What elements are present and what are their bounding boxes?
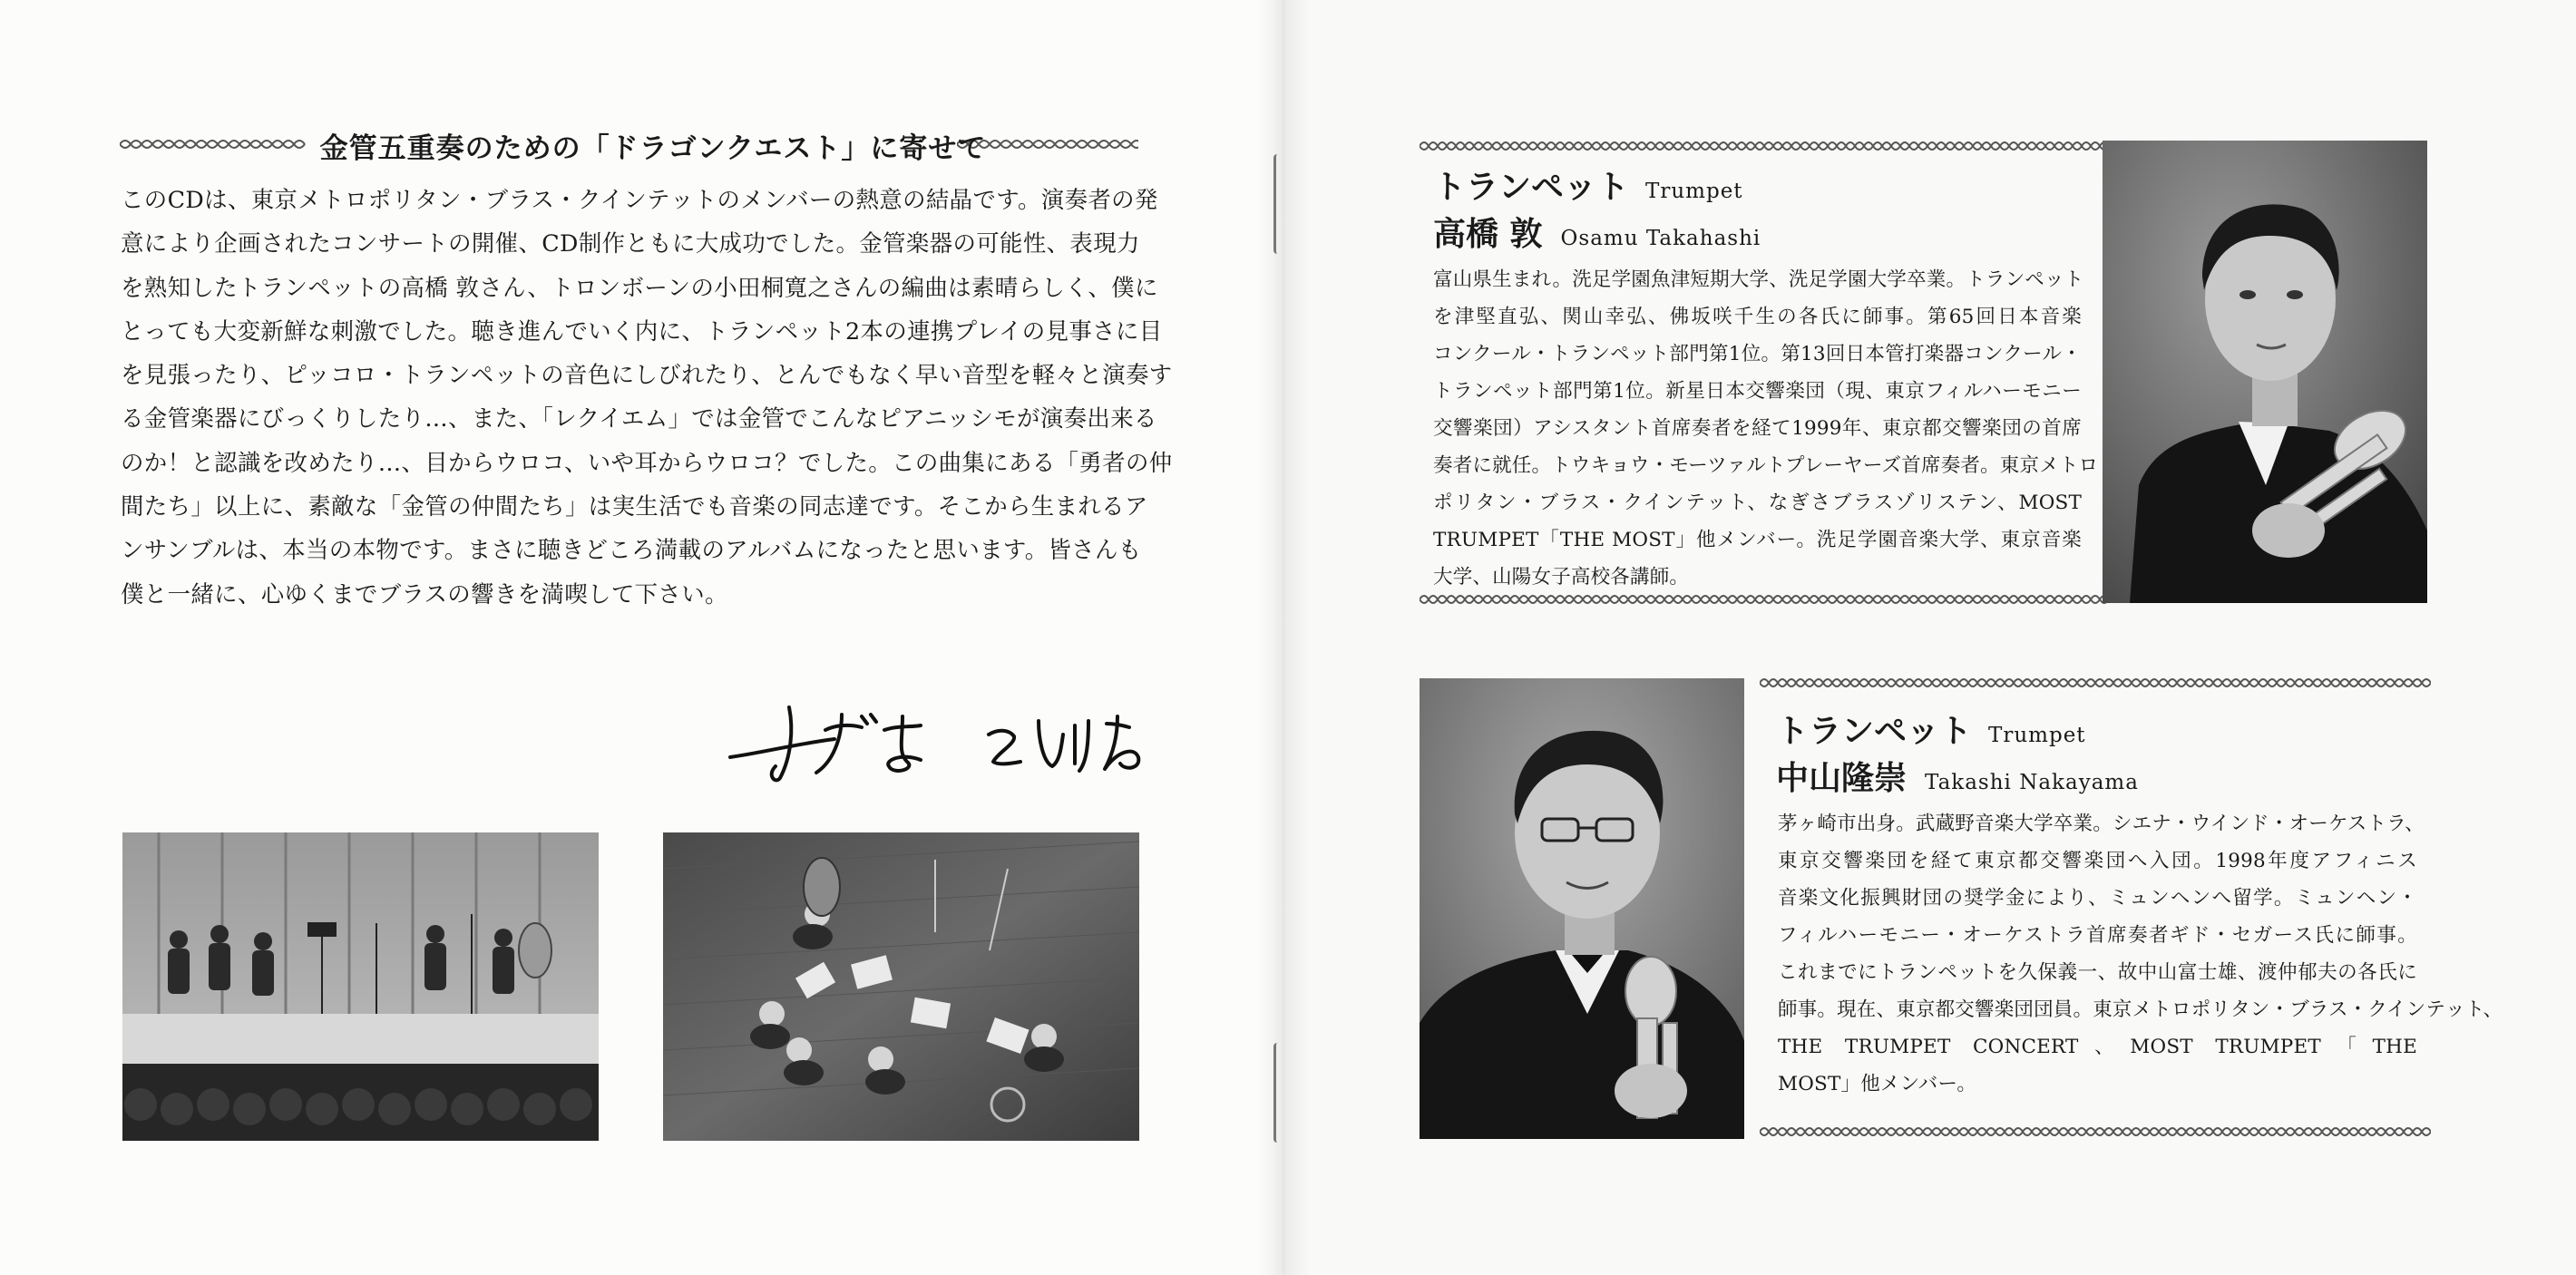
profile1-top-ornament bbox=[1420, 136, 2109, 156]
profile1-instrument-jp: トランペット bbox=[1433, 168, 1630, 206]
essay-line: 僕と一緒に、心ゆくまでブラスの響きを満喫して下さい。 bbox=[121, 579, 728, 608]
essay-line: とっても大変新鮮な刺激でした。聴き進んでいく内に、トランペット2本の連携プレイの見事さに目 bbox=[121, 316, 1163, 345]
bio-line: ポリタン・ブラス・クインテット、なぎさブラスゾリステン、MOST bbox=[1433, 492, 2082, 514]
profile1-name bbox=[1433, 209, 1761, 255]
bio-line: これまでにトランペットを久保義一、故中山富士雄、渡仲郁夫の各氏に bbox=[1778, 961, 2417, 984]
essay-line: 意により企画されたコンサートの開催、CD制作ともに大成功でした。金管楽器の可能性、表現力 bbox=[121, 229, 1140, 258]
bio-line: 富山県生まれ。洗足学園魚津短期大学、洗足学園大学卒業。トランペット bbox=[1433, 268, 2084, 291]
profile2-instrument-jp: トランペット bbox=[1776, 712, 1973, 750]
bio-line: THE TRUMPET CONCERT、MOST TRUMPET「THE bbox=[1778, 1036, 2417, 1058]
essay-line: ンサンブルは、本当の本物です。まさに聴きどころ満載のアルバムになったと思います。皆さんも bbox=[121, 536, 1142, 564]
bio-line: 師事。現在、東京都交響楽団団員。東京メトロポリタン・ブラス・クインテット、 bbox=[1778, 998, 2503, 1021]
profile2-name-jp: 中山隆崇 bbox=[1776, 759, 1908, 797]
profile2-name bbox=[1776, 753, 2139, 799]
staple-top bbox=[1273, 154, 1283, 254]
rehearsal-photo-side bbox=[122, 832, 599, 1141]
bio-line: フィルハーモニー・オーケストラ首席奏者ギド・セガース氏に師事。 bbox=[1778, 924, 2417, 947]
essay-body bbox=[121, 178, 1173, 616]
essay-title: 金管五重奏のための「ドラゴンクエスト」に寄せて bbox=[319, 132, 987, 165]
profile2-portrait bbox=[1420, 678, 1744, 1139]
profile2-instrument-en: Trumpet bbox=[1988, 724, 2086, 747]
profile2-bottom-ornament bbox=[1760, 1122, 2431, 1142]
essay-line: を熟知したトランペットの高橋 敦さん、トロンボーンの小田桐寛之さんの編曲は素晴らしく、僕に bbox=[121, 273, 1158, 301]
bio-line: 大学、山陽女子高校各講師。 bbox=[1433, 566, 1690, 589]
bio-line: 奏者に就任。トウキョウ・モーツァルトプレーヤーズ首席奏者。東京メトロ bbox=[1433, 454, 2099, 477]
bio-line: トランペット部門第1位。新星日本交響楽団（現、東京フィルハーモニー bbox=[1433, 380, 2082, 403]
handwritten-signature bbox=[726, 689, 1143, 789]
essay-line: のか！と認識を改めたり…、目からウロコ、いや耳からウロコ？でした。この曲集にある「勇者の仲 bbox=[121, 448, 1173, 476]
profile2-top-ornament bbox=[1760, 673, 2431, 693]
profile2-bio bbox=[1778, 805, 2503, 1103]
profile1-instrument bbox=[1433, 161, 1743, 208]
essay-line: る金管楽器にびっくりしたり…、また、「レクイエム」では金管でこんなピアニッシモが演奏出来る bbox=[121, 404, 1157, 433]
profile2-name-en: Takashi Nakayama bbox=[1925, 771, 2139, 794]
profile1-portrait bbox=[2103, 141, 2427, 603]
bio-line: 茅ヶ崎市出身。武蔵野音楽大学卒業。シエナ・ウインド・オーケストラ、 bbox=[1778, 813, 2425, 835]
profile1-instrument-en: Trumpet bbox=[1645, 180, 1743, 203]
bio-line: コンクール・トランペット部門第1位。第13回日本管打楽器コンクール・ bbox=[1433, 343, 2082, 365]
bio-line: TRUMPET「THE MOST」他メンバー。洗足学園音楽大学、東京音楽 bbox=[1433, 529, 2082, 551]
essay-line: 間たち」以上に、素敵な「金管の仲間たち」は実生活でも音楽の同志達です。そこから生まれるア bbox=[121, 492, 1148, 521]
bio-line: 音楽文化振興財団の奨学金により、ミュンヘンへ留学。ミュンヘン・ bbox=[1778, 887, 2417, 910]
bio-line: 交響楽団）アシスタント首席奏者を経て1999年、東京都交響楽団の首席 bbox=[1433, 417, 2082, 440]
book-gutter bbox=[1256, 0, 1311, 1275]
essay-line: このCDは、東京メトロポリタン・ブラス・クインテットのメンバーの熱意の結晶です。演奏者の発 bbox=[121, 186, 1158, 213]
profile2-instrument bbox=[1776, 706, 2086, 752]
bio-line: MOST」他メンバー。 bbox=[1778, 1073, 1977, 1095]
rehearsal-photo-overhead bbox=[663, 832, 1139, 1141]
profile1-name-jp: 高橋 敦 bbox=[1433, 215, 1543, 253]
bio-line: を津堅直弘、関山幸弘、佛坂咲千生の各氏に師事。第65回日本音楽 bbox=[1433, 306, 2082, 328]
bio-line: 東京交響楽団を経て東京都交響楽団へ入団。1998年度アフィニス bbox=[1778, 850, 2417, 872]
essay-line: を見張ったり、ピッコロ・トランペットの音色にしびれたり、とんでもなく早い音型を軽々と演奏す bbox=[121, 361, 1173, 389]
profile1-name-en: Osamu Takahashi bbox=[1560, 227, 1761, 250]
staple-bottom bbox=[1273, 1043, 1283, 1143]
profile1-bio bbox=[1433, 261, 2099, 596]
